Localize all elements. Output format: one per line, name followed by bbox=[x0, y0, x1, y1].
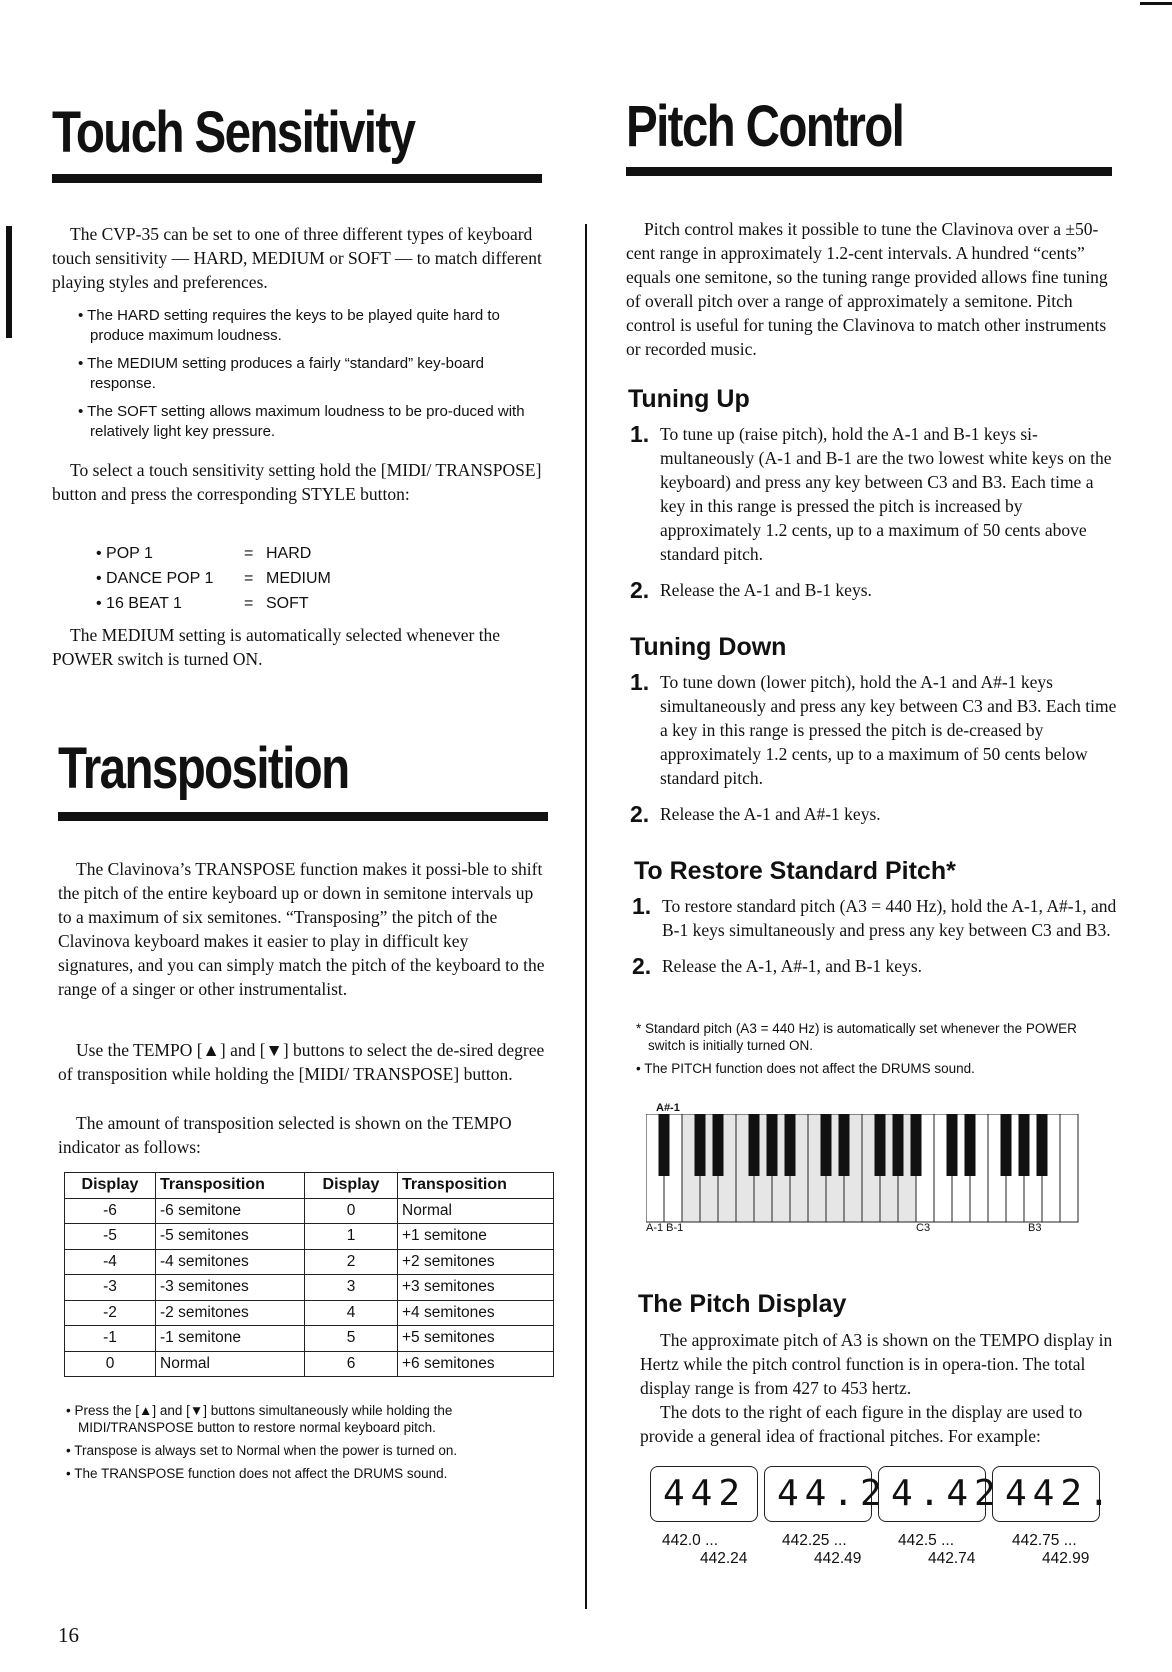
touch-intro: The CVP-35 can be set to one of three different types of keyboard touch sensitivity — HARD, MEDIUM or SOFT — to match different playing styles and preferences. bbox=[52, 224, 542, 292]
range-bottom: 442.49 bbox=[814, 1550, 862, 1567]
black-key bbox=[839, 1114, 850, 1176]
table-row bbox=[65, 1326, 554, 1352]
black-key bbox=[947, 1114, 958, 1176]
note-drums: • The TRANSPOSE function does not affect the DRUMS sound. bbox=[66, 1466, 448, 1481]
pitch-display-heading: The Pitch Display bbox=[638, 1290, 847, 1318]
margin-bar bbox=[6, 226, 12, 338]
table-cell: -3 semitones bbox=[156, 1275, 305, 1301]
transposition-title: Transposition bbox=[58, 736, 349, 801]
touch-default-text: The MEDIUM setting is automatically selected whenever the POWER switch is turned ON. bbox=[52, 625, 501, 669]
table-cell: +2 semitones bbox=[398, 1249, 554, 1275]
black-key bbox=[911, 1114, 922, 1176]
bullet-soft: • The SOFT setting allows maximum loudness to be pro-duced with relatively light key pressure. bbox=[78, 403, 525, 440]
range-top: 442.0 ... bbox=[662, 1532, 719, 1549]
mapping-row: • POP 1 = HARD bbox=[96, 545, 312, 562]
table-cell: -6 bbox=[65, 1198, 156, 1224]
mapping-row: • DANCE POP 1 = MEDIUM bbox=[96, 570, 331, 587]
table-cell: +6 semitones bbox=[398, 1351, 554, 1377]
style-mapping bbox=[96, 541, 396, 616]
tuning-down-heading: Tuning Down bbox=[630, 633, 787, 661]
black-key bbox=[1001, 1114, 1012, 1176]
table-cell: 5 bbox=[305, 1326, 398, 1352]
table-cell: -2 semitones bbox=[156, 1300, 305, 1326]
step: 2. Release the A-1, A#-1, and B-1 keys. bbox=[632, 953, 923, 979]
black-key bbox=[821, 1114, 832, 1176]
touch-bullets bbox=[76, 306, 538, 442]
label-c3: C3 bbox=[916, 1222, 931, 1234]
restore-notes bbox=[634, 1020, 1118, 1077]
step: 1. To tune up (raise pitch), hold the A-1 and B-1 keys si-multaneously (A-1 and B-1 are the two lowest white keys on the keyboard) and press any key between C3 and B3. Each time a key in this range is pressed the pitch is increased by approximately 1.2 cents, up to a maximum of 50 cents above standard pitch. bbox=[630, 421, 1112, 564]
table-cell: -4 semitones bbox=[156, 1249, 305, 1275]
step: 1. To restore standard pitch (A3 = 440 Hz), hold the A-1, A#-1, and B-1 keys simultaneously and press any key between C3 and B3. bbox=[632, 893, 1117, 940]
table-row bbox=[65, 1275, 554, 1301]
step: 2. Release the A-1 and A#-1 keys. bbox=[630, 801, 881, 827]
touch-sensitivity-title: Touch Sensitivity bbox=[52, 100, 415, 165]
corner-mark bbox=[1140, 2, 1172, 5]
led-panel: 442. bbox=[992, 1466, 1100, 1522]
bullet-hard: • The HARD setting requires the keys to be played quite hard to produce maximum loudness. bbox=[78, 307, 500, 344]
step: 2. Release the A-1 and B-1 keys. bbox=[630, 577, 872, 603]
black-key bbox=[785, 1114, 796, 1176]
tuning-down-steps bbox=[630, 670, 1118, 826]
table-cell: -4 bbox=[65, 1249, 156, 1275]
black-key bbox=[713, 1114, 724, 1176]
column-divider bbox=[585, 224, 587, 1609]
range-bottom: 442.99 bbox=[1042, 1550, 1090, 1567]
step: 1. To tune down (lower pitch), hold the A-1 and A#-1 keys simultaneously and press any key between C3 and B3. Each time a key in this range is pressed the pitch is de-creased by approximately 1.2 cents, up to a maximum of 50 cents below standard pitch. bbox=[630, 669, 1117, 788]
note-pitch-drums: • The PITCH function does not affect the DRUMS sound. bbox=[636, 1061, 975, 1076]
table-cell: 1 bbox=[305, 1224, 398, 1250]
table-cell: -5 semitones bbox=[156, 1224, 305, 1250]
table-row bbox=[65, 1249, 554, 1275]
table-cell: -2 bbox=[65, 1300, 156, 1326]
table-cell: -6 semitone bbox=[156, 1198, 305, 1224]
table-cell: -1 semitone bbox=[156, 1326, 305, 1352]
table-cell: Normal bbox=[156, 1351, 305, 1377]
label-a-1-b-1: A-1 B-1 bbox=[646, 1222, 684, 1234]
black-key bbox=[965, 1114, 976, 1176]
black-key bbox=[1019, 1114, 1030, 1176]
transposition-amount-text: The amount of transposition selected is shown on the TEMPO indicator as follows: bbox=[58, 1113, 512, 1157]
black-key bbox=[749, 1114, 760, 1176]
table-cell: 0 bbox=[305, 1198, 398, 1224]
tuning-up-steps bbox=[630, 422, 1118, 602]
tuning-up-heading: Tuning Up bbox=[628, 385, 750, 413]
note-restore: • Press the [▲] and [▼] buttons simultaneously while holding the MIDI/TRANSPOSE button to restore normal keyboard pitch. bbox=[66, 1403, 453, 1435]
black-key bbox=[1037, 1114, 1048, 1176]
table-row bbox=[65, 1351, 554, 1377]
touch-title-rule bbox=[52, 174, 542, 183]
transposition-title-rule bbox=[58, 812, 548, 821]
pitch-control-title: Pitch Control bbox=[626, 94, 904, 159]
range-top: 442.25 ... bbox=[782, 1532, 847, 1549]
transposition-notes bbox=[64, 1402, 550, 1482]
black-key bbox=[875, 1114, 886, 1176]
table-cell: 2 bbox=[305, 1249, 398, 1275]
white-key bbox=[1060, 1114, 1078, 1222]
pitch-display-text: The approximate pitch of A3 is shown on the TEMPO display in Hertz while the pitch control function is in opera-tion. The total display range is from 427 to 453 hertz. The dots to the right of each figure in the display are used to provide a general idea of fractional pitches. For example: bbox=[640, 1330, 1113, 1446]
led-panel: 442 bbox=[650, 1466, 758, 1522]
keyboard-diagram bbox=[646, 1100, 1106, 1235]
touch-select-text: To select a touch sensitivity setting hold the [MIDI/ TRANSPOSE] button and press the corresponding STYLE button: bbox=[52, 460, 542, 504]
led-panel: 4.42 bbox=[878, 1466, 986, 1522]
table-cell: 3 bbox=[305, 1275, 398, 1301]
black-key bbox=[767, 1114, 778, 1176]
restore-heading: To Restore Standard Pitch* bbox=[634, 857, 956, 885]
bullet-medium: • The MEDIUM setting produces a fairly “standard” key-board response. bbox=[78, 355, 484, 392]
black-key bbox=[893, 1114, 904, 1176]
table-row bbox=[65, 1224, 554, 1250]
table-row bbox=[65, 1300, 554, 1326]
table-cell: +1 semitone bbox=[398, 1224, 554, 1250]
table-cell: +3 semitones bbox=[398, 1275, 554, 1301]
table-cell: 0 bbox=[65, 1351, 156, 1377]
table-cell: 6 bbox=[305, 1351, 398, 1377]
black-key bbox=[659, 1114, 670, 1176]
table-header-row: Display Transposition Display Transposition bbox=[65, 1173, 554, 1199]
note-power: • Transpose is always set to Normal when the power is turned on. bbox=[66, 1443, 458, 1458]
restore-steps bbox=[632, 894, 1118, 978]
keyboard-illustration bbox=[646, 1114, 1106, 1224]
range-top: 442.5 ... bbox=[898, 1532, 955, 1549]
label-a-sharp-1: A#-1 bbox=[656, 1102, 680, 1114]
pitch-title-rule bbox=[626, 167, 1112, 176]
range-bottom: 442.74 bbox=[928, 1550, 976, 1567]
pitch-led-panels bbox=[650, 1466, 1116, 1576]
mapping-row: • 16 BEAT 1 = SOFT bbox=[96, 595, 309, 612]
transposition-intro: The Clavinova’s TRANSPOSE function makes it possi-ble to shift the pitch of the entire keyboard up or down in semitone intervals up to a maximum of six semitones. “Transposing” the pitch of the Clavinova keyboard makes it easier to play in difficult key signatures, and you can simply match the pitch of the keyboard to the range of a singer or other instrumentalist. bbox=[58, 859, 545, 999]
table-cell: 4 bbox=[305, 1300, 398, 1326]
table-cell: -5 bbox=[65, 1224, 156, 1250]
pitch-intro: Pitch control makes it possible to tune the Clavinova over a ±50-cent range in approximately 1.2-cent intervals. A hundred “cents” equals one semitone, so the tuning range provided allows fine tuning of overall pitch over a range of approximately a semitone. Pitch control is useful for tuning the Clavinova to match other instruments or recorded music. bbox=[626, 219, 1108, 359]
table-cell: -3 bbox=[65, 1275, 156, 1301]
table-cell: +4 semitones bbox=[398, 1300, 554, 1326]
label-b3: B3 bbox=[1028, 1222, 1042, 1234]
table-cell: +5 semitones bbox=[398, 1326, 554, 1352]
table-row bbox=[65, 1198, 554, 1224]
page-number: 16 bbox=[58, 1623, 79, 1647]
range-bottom: 442.24 bbox=[700, 1550, 748, 1567]
range-top: 442.75 ... bbox=[1012, 1532, 1077, 1549]
led-panel: 44.2 bbox=[764, 1466, 872, 1522]
transposition-table bbox=[64, 1172, 554, 1377]
table-cell: Normal bbox=[398, 1198, 554, 1224]
note-standard-pitch: * Standard pitch (A3 = 440 Hz) is automatically set whenever the POWER switch is initially turned ON. bbox=[636, 1021, 1077, 1053]
table-cell: -1 bbox=[65, 1326, 156, 1352]
black-key bbox=[695, 1114, 706, 1176]
transposition-use-text: Use the TEMPO [▲] and [▼] buttons to select the de-sired degree of transposition while holding the [MIDI/ TRANSPOSE] button. bbox=[58, 1040, 545, 1084]
